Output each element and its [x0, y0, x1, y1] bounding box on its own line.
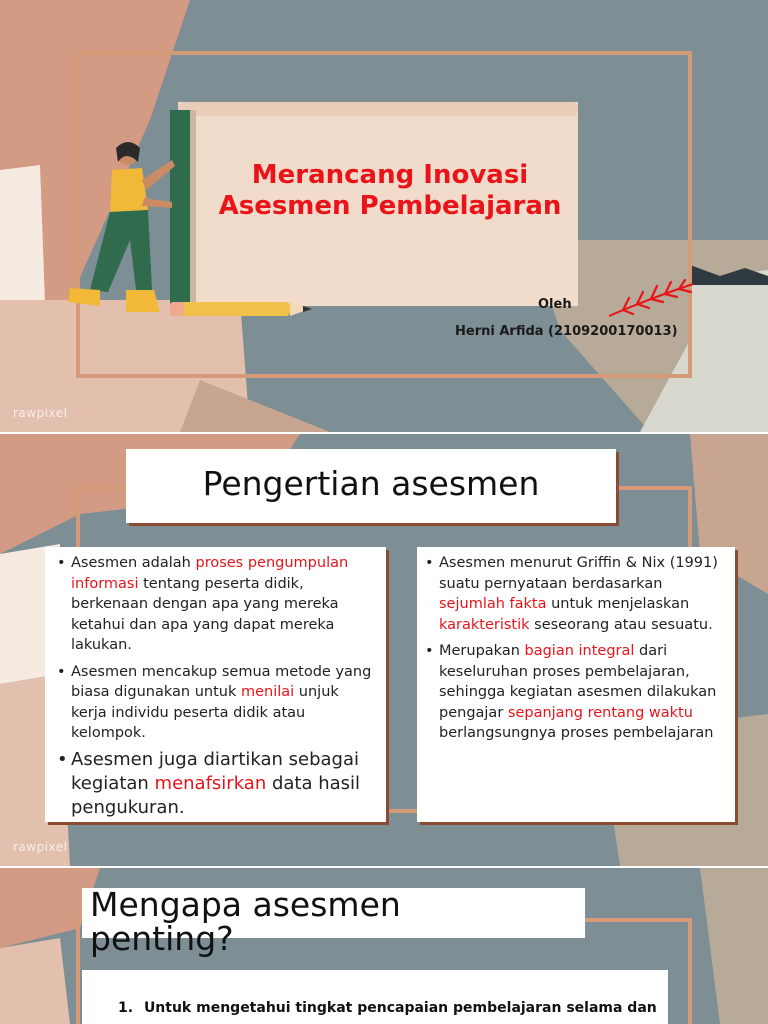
- definition-card-right: [417, 547, 735, 822]
- title-line-1: Merancang Inovasi: [251, 160, 529, 190]
- watermark: rawpixel: [13, 406, 68, 420]
- presentation-title: [190, 160, 590, 222]
- list-item: • Asesmen mencakup semua metode yang biasa digunakan untuk menilai unjuk kerja individu peserta didik atau kelompok.: [55, 662, 378, 744]
- person-illustration: [60, 140, 180, 320]
- list-item: • Asesmen juga diartikan sebagai kegiatan menafsirkan data hasil pengukuran.: [55, 748, 378, 820]
- heading-box: [126, 449, 616, 523]
- title-line-2: Asesmen Pembelajaran: [218, 191, 562, 221]
- slide-title: [0, 0, 768, 432]
- heading-box: [82, 885, 585, 958]
- list-item: • Merupakan bagian integral dari keseluruhan proses pembelajaran, sehingga kegiatan asesmen dilakukan pengajar sepanjang rentang waktu berlangsungnya proses pembelajaran: [423, 641, 727, 744]
- slide-definition: [0, 434, 768, 866]
- list-item: • Asesmen adalah proses pengumpulan informasi tentang peserta didik, berkenaan dengan apa yang mereka ketahui dan apa yang dapat mereka lakukan.: [55, 553, 378, 656]
- by-label: Oleh: [538, 297, 572, 312]
- leaf-branch-icon: [605, 278, 700, 320]
- definition-card-left: [45, 547, 386, 822]
- watermark: rawpixel: [13, 840, 68, 854]
- item-text: Untuk mengetahui tingkat pencapaian pembelajaran selama dan: [143, 1000, 657, 1016]
- numbered-item: [118, 1000, 657, 1016]
- item-number: 1.: [118, 1000, 134, 1016]
- author-name: Herni Arfida (2109200170013): [455, 324, 678, 339]
- slide-heading: Pengertian asesmen: [202, 464, 540, 503]
- pencil-illustration: [160, 296, 320, 326]
- list-item: • Asesmen menurut Griffin & Nix (1991) suatu pernyataan berdasarkan sejumlah fakta untuk menjelaskan karakteristik seseorang atau sesuatu.: [423, 553, 727, 635]
- slide-importance: [0, 868, 768, 1024]
- slide-heading: Mengapa asesmen penting?: [90, 885, 401, 958]
